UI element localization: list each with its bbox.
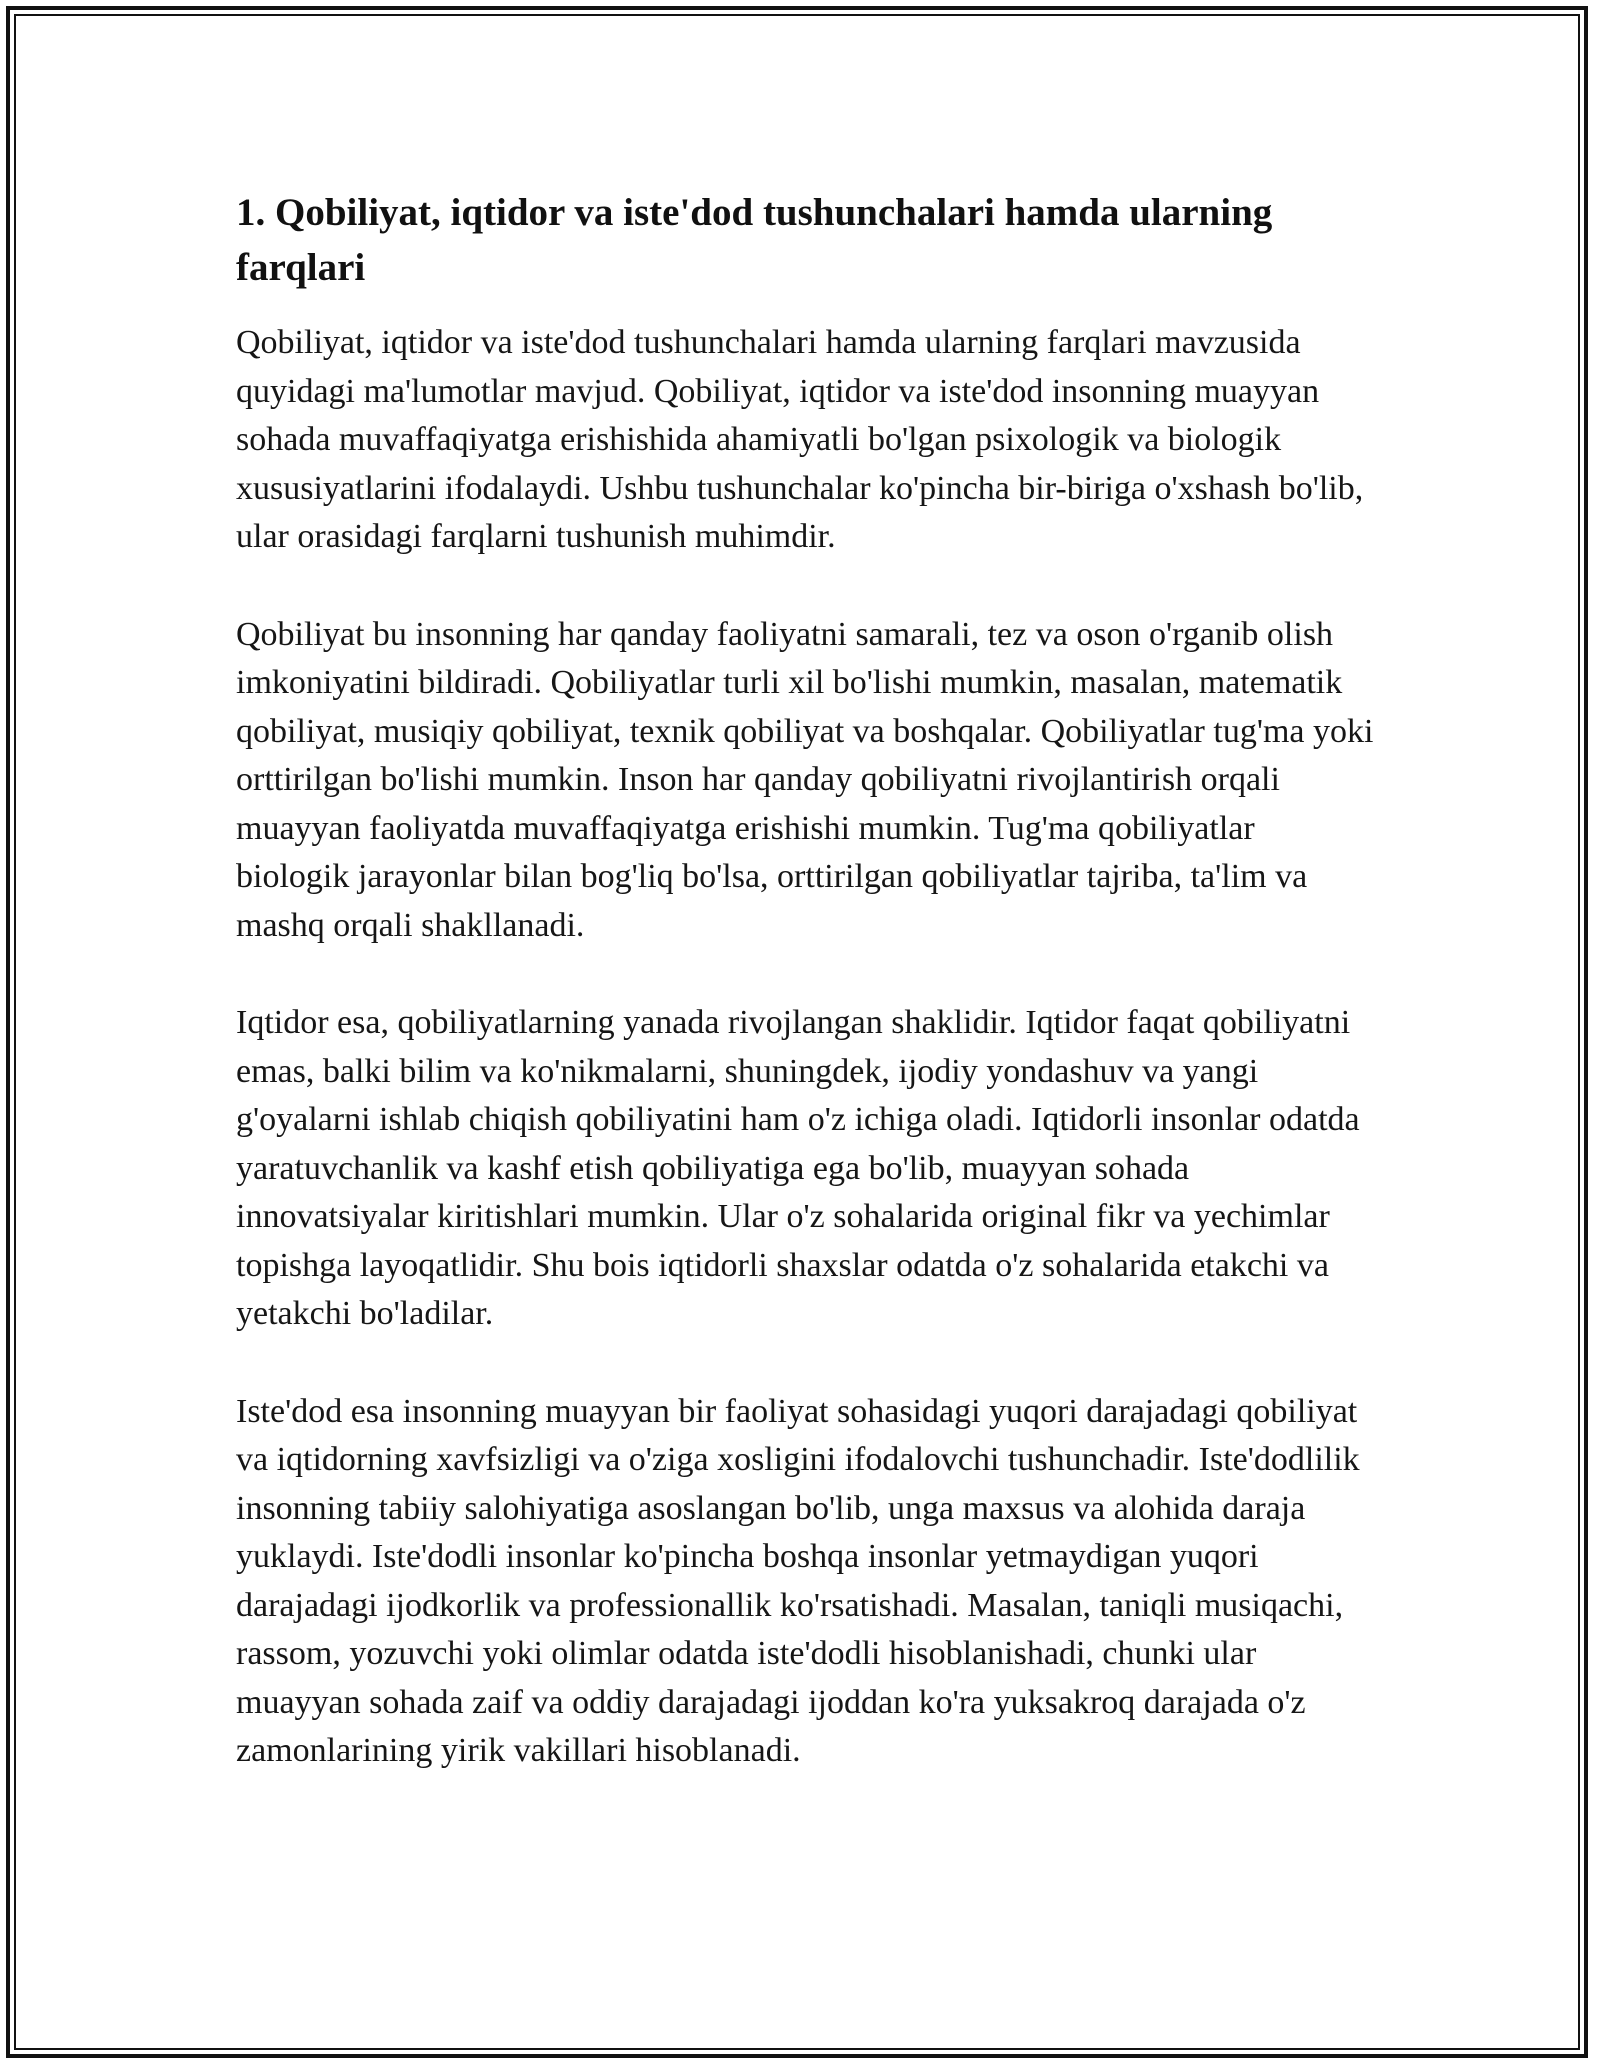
section-heading: 1. Qobiliyat, iqtidor va iste'dod tushunchalari hamda ularning farqlari xyxy=(236,191,1273,289)
paragraph-istedod: Iste'dod esa insonning muayyan bir faoliyat sohasidagi yuqori darajadagi qobiliyat va iqtidorning xavfsizligi va o'ziga xosligini ifodalovchi tushunchadir. Iste'dodlilik insonning tabiiy salohiyatiga asoslangan bo'lib, unga maxsus va alohida daraja yuklaydi. Iste'dodli insonlar ko'pincha boshqa insonlar yetmaydigan yuqori darajadagi ijodkorlik va professionallik ko'rsatishadi. Masalan, taniqli musiqachi, rassom, yozuvchi yoki olimlar odatda iste'dodli hisoblanishadi, chunki ular muayyan sohada zaif va oddiy darajadagi ijoddan ko'ra yuksakroq darajada o'z zamonlarining yirik vakillari hisoblanadi. xyxy=(236,1392,1360,1769)
document-body xyxy=(236,185,1376,1825)
paragraph-introduction: Qobiliyat, iqtidor va iste'dod tushunchalari hamda ularning farqlari mavzusida quyidagi ma'lumotlar mavjud. Qobiliyat, iqtidor va iste'dod insonning muayyan sohada muvaffaqiyatga erishishida ahamiyatli bo'lgan psixologik va biologik xususiyatlarini ifodalaydi. Ushbu tushunchalar ko'pincha bir-biriga o'xshash bo'lib, ular orasidagi farqlarni tushunish muhimdir. xyxy=(236,324,1364,555)
paragraph-qobiliyat: Qobiliyat bu insonning har qanday faoliyatni samarali, tez va oson o'rganib olish imkoniyatini bildiradi. Qobiliyatlar turli xil bo'lishi mumkin, masalan, matematik qobiliyat, musiqiy qobiliyat, texnik qobiliyat va boshqalar. Qobiliyatlar tug'ma yoki orttirilgan bo'lishi mumkin. Inson har qanday qobiliyatni rivojlantirish orqali muayyan faoliyatda muvaffaqiyatga erishishi mumkin. Tug'ma qobiliyatlar biologik jarayonlar bilan bog'liq bo'lsa, orttirilgan qobiliyatlar tajriba, ta'lim va mashq orqali shakllanadi. xyxy=(236,615,1374,944)
paragraph-iqtidor: Iqtidor esa, qobiliyatlarning yanada rivojlangan shaklidir. Iqtidor faqat qobiliyatni emas, balki bilim va ko'nikmalarni, shuningdek, ijodiy yondashuv va yangi g'oyalarni ishlab chiqish qobiliyatini ham o'z ichiga oladi. Iqtidorli insonlar odatda yaratuvchanlik va kashf etish qobiliyatiga ega bo'lib, muayyan sohada innovatsiyalar kiritishlari mumkin. Ular o'z sohalarida original fikr va yechimlar topishga layoqatlidir. Shu bois iqtidorli shaxslar odatda o'z sohalarida etakchi va yetakchi bo'ladilar. xyxy=(236,1004,1360,1332)
